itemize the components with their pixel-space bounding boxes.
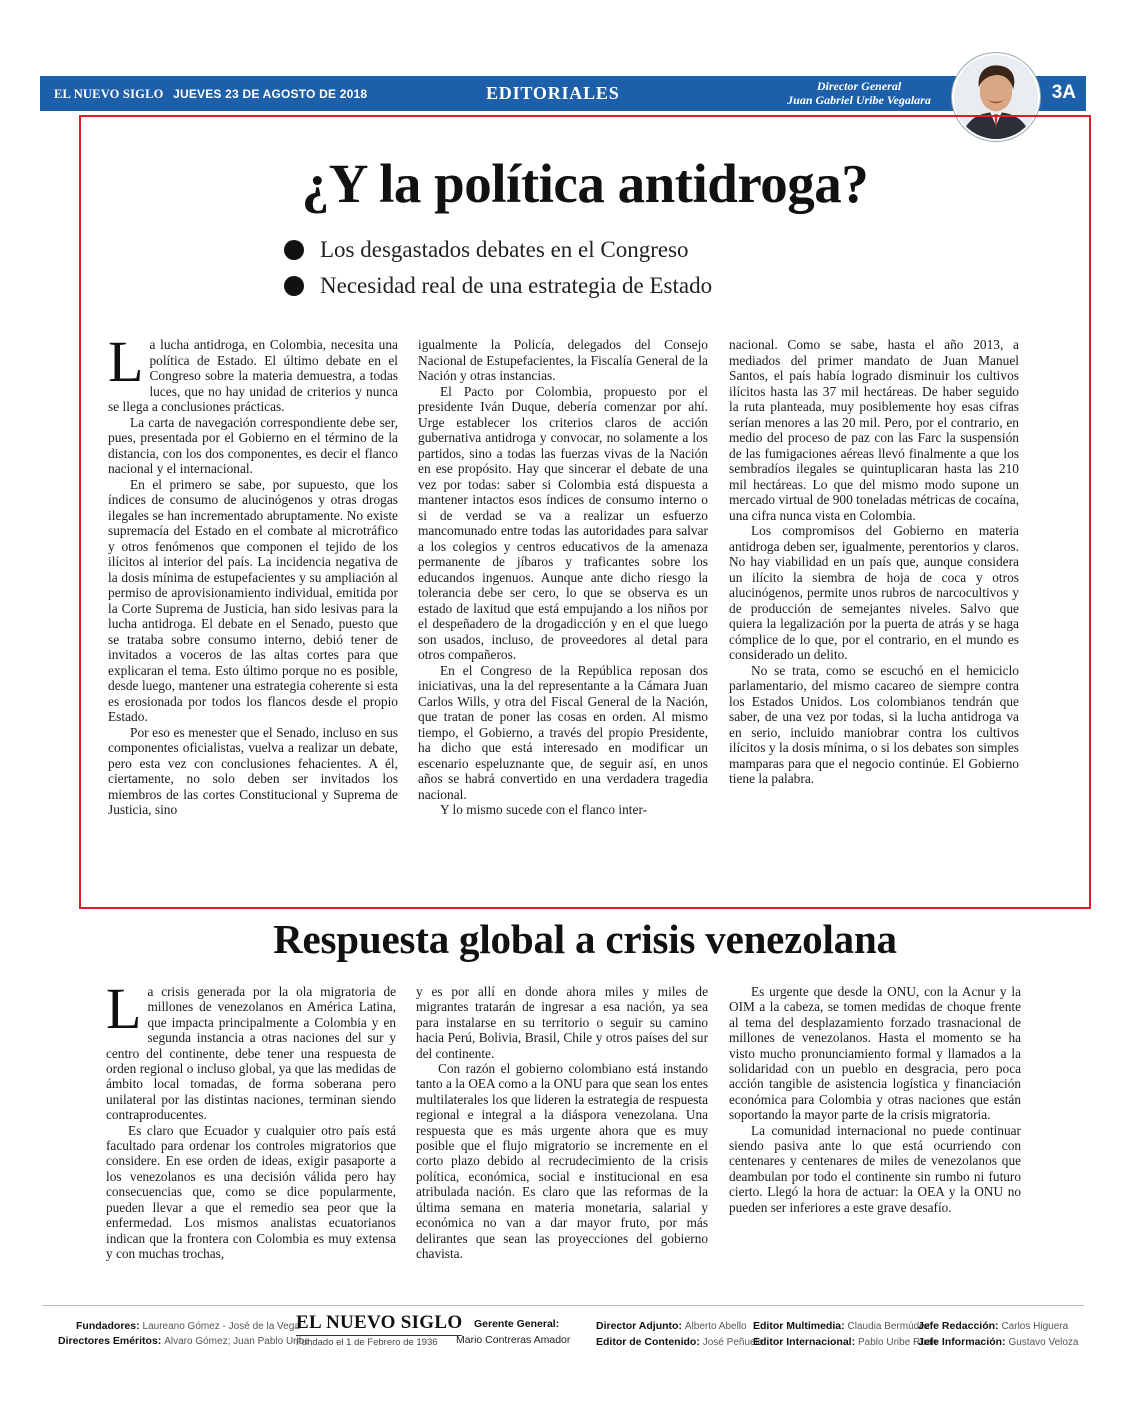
paragraph: La comunidad internacional no puede continuar siendo pasiva ante lo que está ocurriendo con centenares y centenares de miles de venezolanos que deambulan por todo el continente sin rumbo ni futuro cierto. Llegó la hora de actuar: la OEA y la ONU no pueden ser inferiores a este grave desafío. xyxy=(729,1122,1021,1215)
editorial2-column xyxy=(729,984,1021,1215)
header-bar xyxy=(40,76,1086,111)
footer-fundadores: Fundadores: Laureano Gómez - José de la Vega xyxy=(76,1320,300,1332)
paragraph: Con razón el gobierno colombiano está instando tanto a la OEA como a la ONU para que sean los entes multilaterales los que lideren la estrategia de respuesta regional e integral a la diáspora venezolana. Una respuesta que es más urgente ahora que es muy posible que el flujo migratorio se incremente en el corto plazo debido al recrudecimiento de la crisis política, económica, social e institucional en esa atribulada nación. Es claro que las reformas de la última semana en materia monetaria, salarial y económica no van a dar mayor fruto, por más delirantes que sean las proyecciones del gobierno chavista. xyxy=(416,1061,708,1261)
editorial2-headline: Respuesta global a crisis venezolana xyxy=(273,916,897,962)
paragraph: Por eso es menester que el Senado, incluso en sus componentes oficialistas, vuelva a realizar un debate, pero esta vez con conclusiones fehacientes. A él, ciertamente, no solo deben ser invitados los miembros de las cortes Constitucional y Suprema de Justicia, sino xyxy=(108,724,398,817)
director-block xyxy=(746,79,972,107)
director-name: Juan Gabriel Uribe Vegalara xyxy=(787,93,931,107)
paragraph: El Pacto por Colombia, propuesto por el presidente Iván Duque, debería comenzar por ahí. Urge establecer los criterios claros de acción gubernativa antidroga y convocar, no solamente a los partidos, sino a todas las fuerzas vivas de la Nación en ese propósito. Hay que sincerar el debate de una vez por todas: saber si Colombia está dispuesta a mantener intactos esos índices de consumo interno o si de verdad se va a realizar un esfuerzo mancomunado entre todas las autoridades para salvar a los colegios y centros educativos de la amenaza permanente de jíbaros y traficantes sobre los educandos ingenuos. Aunque ante dicho riesgo la tolerancia debe ser cero, lo que se observa es un estado de laxitud que está empujando a los niños por el despeñadero de la drogadicción y en el que luego son usados, incluso, de proveedores al detal para otros compañeros. xyxy=(418,383,708,662)
section-title: EDITORIALES xyxy=(486,83,620,103)
paragraph: No se trata, como se escuchó en el hemiciclo parlamentario, del mismo cacareo de siempre contra los Estados Unidos. Los colombianos tendrán que saber, de una vez por todas, si la lucha antidroga va en serio, incluido maniobrar contra los cultivos ilícitos y la dosis mínima, o si los debates son simples mamparas para que el negocio continúe. El Gobierno tiene la palabra. xyxy=(729,662,1019,786)
editorial-column xyxy=(418,337,708,818)
drop-cap: L xyxy=(106,976,142,1041)
subhead-text: Necesidad real de una estrategia de Estado xyxy=(320,273,713,298)
editorial2-column xyxy=(106,976,396,1261)
subhead-item xyxy=(284,268,712,304)
drop-cap: L xyxy=(108,329,144,394)
header-date-line xyxy=(54,87,367,102)
footer-founded: Fundado el 1 de Febrero de 1936 xyxy=(296,1337,438,1348)
header-date: JUEVES 23 DE AGOSTO DE 2018 xyxy=(173,87,368,101)
paragraph: Y lo mismo sucede con el flanco inter- xyxy=(440,802,648,817)
footer-emeritos: Directores Eméritos: Alvaro Gómez; Juan Pablo Uribe xyxy=(58,1335,310,1347)
editorial-subheads xyxy=(284,232,712,304)
paragraph: y es por allí en donde ahora miles y miles de migrantes tratarán de ingresar a esa nación, ya sea para instalarse en su territorio o seguir su camino hacia Perú, Bolivia, Brasil, Chile y otros países del sur del continente. xyxy=(416,984,708,1061)
bullet-dot-icon xyxy=(284,276,304,296)
paragraph: Es claro que Ecuador y cualquier otro país está facultado para ordenar los controles migratorios que considere. En ese orden de ideas, exigir pasaporte a los venezolanos es una decisión válida pero hay consecuencias que, como se dice popularmente, pueden llevar a que el remedio sea peor que la enfermedad. Los mismos analistas ecuatorianos indican que la frontera con Colombia es muy extensa y con muchas trochas, xyxy=(106,1122,396,1261)
editorial2-column xyxy=(416,984,708,1261)
footer-divider xyxy=(42,1305,1084,1306)
paragraph: nacional. Como se sabe, hasta el año 2013, a mediados del primer mandato de Juan Manuel Santos, el país había logrado disminuir los cultivos ilícitos hasta las 37 mil hectáreas. De haber seguido la ruta planteada, muy posiblemente hoy esas cifras serían menores a las 20 mil. Pero, por el contrario, en medio del proceso de paz con las Farc la suspensión de las fumigaciones aéreas llevó finalmente a que los sembradíos ilegales se quintuplicaran hasta las 210 mil hectáreas. Lo que del mismo modo supone un mercado virtual de 900 toneladas métricas de cocaína, una cifra nunca vista en Colombia. xyxy=(729,337,1020,523)
paragraph: En el Congreso de la República reposan dos iniciativas, una la del representante a la Cámara Juan Carlos Wills, y otra del Fiscal General de la Nación, que tratan de poner las cosas en orden. Al mismo tiempo, el Gobierno, a través del propio Presidente, ha dicho que está interesado en modificar un escenario espeluznante que, de seguir así, en unos años se habrá convertido en una verdadera tragedia nacional. xyxy=(418,662,708,802)
editorial-column xyxy=(108,329,398,818)
paragraph: igualmente la Policía, delegados del Consejo Nacional de Estupefacientes, la Fiscalía General de la Nación y otras instancias. xyxy=(418,337,708,383)
footer-internacional: Editor Internacional: Pablo Uribe Ruan xyxy=(753,1336,937,1348)
footer-multimedia: Editor Multimedia: Claudia Bermúdez xyxy=(753,1320,930,1332)
subhead-item xyxy=(284,232,712,268)
director-label: Director General xyxy=(816,79,902,93)
page-number: 3A xyxy=(1051,82,1076,103)
editorial-column xyxy=(729,337,1019,787)
footer-gerente-label: Gerente General: xyxy=(474,1318,560,1330)
paragraph: Los compromisos del Gobierno en materia antidroga deben ser, igualmente, perentorios y claros. No hay viabilidad en un país que, aunque considera un ilícito la siembra de hoja de coca y otros alucinógenos, permite unos rubros de narcocultivos y de producción de semejantes niveles. Salvo que quiera la legalización por la puerta de atrás y se haga cómplice de lo que, por el contrario, en el mundo es considerado un delito. xyxy=(729,523,1019,662)
footer-adjunto: Director Adjunto: Alberto Abello xyxy=(596,1320,747,1332)
editorial-headline: ¿Y la política antidroga? xyxy=(301,153,869,214)
header-masthead: EL NUEVO SIGLO xyxy=(54,87,164,101)
footer-contenido: Editor de Contenido: José Peñuela xyxy=(596,1336,764,1348)
paragraph: En el primero se sabe, por supuesto, que los índices de consumo de alucinógenos y otras drogas ilegales se han incrementado abruptamente. No existe supremacía del Estado en el combate al microtráfico y otros fenómenos que componen el tejido de los ilícitos al interior del país. La incidencia negativa de la dosis mínima de estupefacientes y su ampliación al permiso de aprovisionamiento individual, emitida por la Corte Suprema de Justicia, han sido lesivas para la lucha antidroga. El debate en el Senado, puesto que se trataba sobre consumo interno, debió tener de invitados a voceros de las altas cortes para que explicaran el tema. Esto último porque no es posible, desde luego, mantener una estrategia coherente si esta es erosionada por todos los flancos desde el propio Estado. xyxy=(108,476,398,724)
footer-redaccion: Jefe Redacción: Carlos Higuera xyxy=(918,1320,1069,1332)
footer-gerente: Mario Contreras Amador xyxy=(456,1334,571,1346)
subhead-text: Los desgastados debates en el Congreso xyxy=(320,237,689,262)
footer-logo: EL NUEVO SIGLO xyxy=(296,1312,462,1336)
paragraph: La lucha antidroga, en Colombia, necesita una política de Estado. El último debate en el Congreso sobre la materia demuestra, a todas luces, que no hay unidad de criterios y nunca se llega a conclusiones prácticas. xyxy=(108,329,398,414)
paragraph: Es urgente que desde la ONU, con la Acnur y la OIM a la cabeza, se tomen medidas de choque frente al tema del desplazamiento forzado trasnacional de millones de venezolanos. Hasta el momento se ha visto mucho pronunciamiento formal y llamados a la solidaridad con un pueblo en desgracia, pero poca acción tangible de asistencia logística y financiación económica para Colombia y otras naciones que están soportando la mayor parte de la crisis migratoria. xyxy=(729,984,1021,1123)
paragraph: La crisis generada por la ola migratoria de millones de venezolanos en América Latina, que impacta principalmente a Colombia y en segunda instancia a otras naciones del sur y centro del continente, debe tener una respuesta de orden regional o incluso global, ya que las medidas de ámbito local tomadas, de forma soberana pero unilateral por las distintas naciones, terminan siendo contraproducentes. xyxy=(106,976,396,1123)
bullet-dot-icon xyxy=(284,240,304,260)
footer-informacion: Jefe Información: Gustavo Veloza xyxy=(918,1336,1079,1348)
paragraph: La carta de navegación correspondiente debe ser, pues, presentada por el Gobierno en el término de la distancia, con los dos componentes, es decir el flanco nacional y el internacional. xyxy=(108,414,398,476)
